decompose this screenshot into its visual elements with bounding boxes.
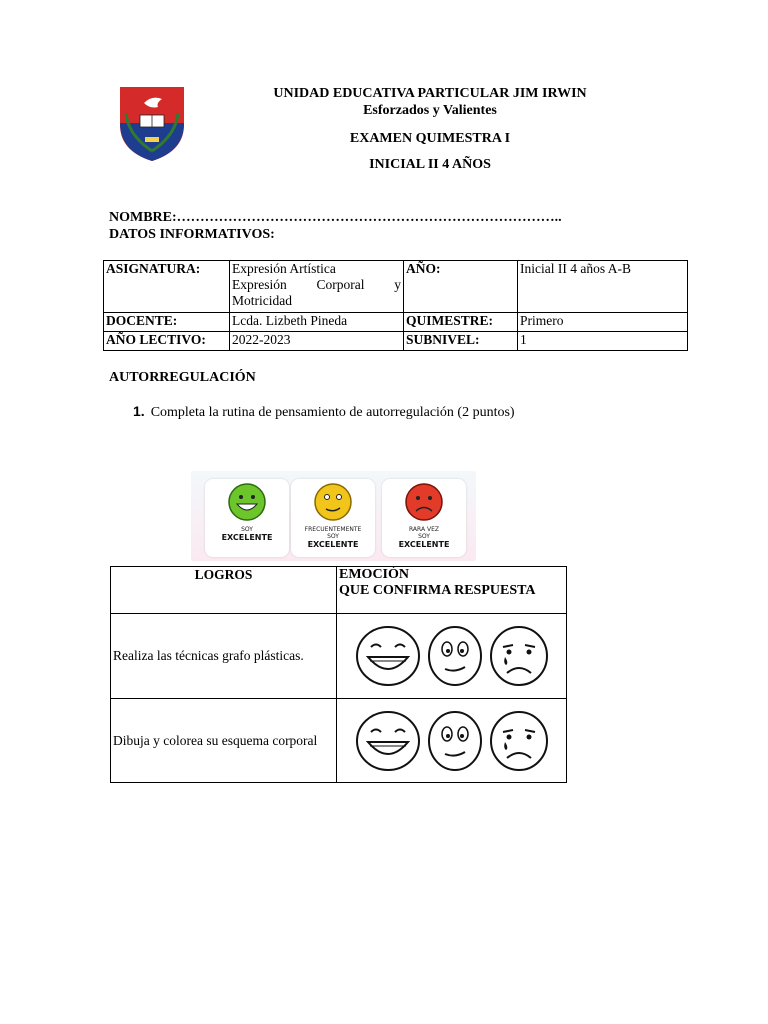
asignatura-label: ASIGNATURA: xyxy=(104,261,230,313)
anio-label: AÑO: xyxy=(404,261,518,313)
card-2-big: EXCELENTE xyxy=(307,540,359,549)
card-frequently xyxy=(291,479,375,557)
section-title: AUTORREGULACIÓN xyxy=(109,370,256,385)
info-table xyxy=(103,260,688,351)
col-emocion xyxy=(337,567,567,614)
question-text: Completa la rutina de pensamiento de autorregulación (2 puntos) xyxy=(150,405,515,420)
happy-face-icon xyxy=(355,710,421,772)
exam-title: EXAMEN QUIMESTRA I xyxy=(349,131,511,146)
anio-value: Inicial II 4 años A-B xyxy=(518,261,688,313)
sad-face-icon xyxy=(489,710,549,772)
table-row xyxy=(111,614,567,699)
sad-face-icon xyxy=(489,625,549,687)
emotion-banner xyxy=(191,471,476,561)
docente-label: DOCENTE: xyxy=(104,313,230,332)
row-2-text: Dibuja y colorea su esquema corporal xyxy=(111,699,337,783)
col-emocion-line1: EMOCIÓN xyxy=(339,567,409,582)
quimestre-label: QUIMESTRE: xyxy=(404,313,518,332)
exam-level: INICIAL II 4 AÑOS xyxy=(369,157,491,172)
subnivel-value: 1 xyxy=(518,332,688,351)
col-logros: LOGROS xyxy=(111,567,337,614)
card-2-small-2: SOY xyxy=(327,533,339,540)
yellow-face-icon xyxy=(313,482,353,522)
school-logo xyxy=(116,85,188,163)
asignatura-value-1: Expresión Artística xyxy=(232,261,336,276)
card-rarely xyxy=(382,479,466,557)
name-label: NOMBRE:……………………………………………………………………….. xyxy=(109,210,562,225)
row-1-faces xyxy=(337,614,567,699)
row-2-faces xyxy=(337,699,567,783)
red-sad-icon xyxy=(404,482,444,522)
lectivo-value: 2022-2023 xyxy=(230,332,404,351)
question-number: 1. xyxy=(133,403,145,419)
quimestre-value: Primero xyxy=(518,313,688,332)
emotion-table xyxy=(110,566,567,783)
card-2-small-1: FRECUENTEMENTE xyxy=(304,526,362,533)
table-row xyxy=(111,699,567,783)
row-1-text: Realiza las técnicas grafo plásticas. xyxy=(111,614,337,699)
neutral-face-icon xyxy=(427,625,483,687)
green-smile-icon xyxy=(227,482,267,522)
card-3-big: EXCELENTE xyxy=(398,540,450,549)
school-name: UNIDAD EDUCATIVA PARTICULAR JIM IRWIN xyxy=(273,86,587,101)
docente-value: Lcda. Lizbeth Pineda xyxy=(230,313,404,332)
question-1 xyxy=(133,403,515,421)
card-3-small-2: SOY xyxy=(418,533,430,540)
subnivel-label: SUBNIVEL: xyxy=(404,332,518,351)
lectivo-label: AÑO LECTIVO: xyxy=(104,332,230,351)
neutral-face-icon xyxy=(427,710,483,772)
data-label: DATOS INFORMATIVOS: xyxy=(109,227,275,242)
school-motto: Esforzados y Valientes xyxy=(363,103,497,118)
card-1-big: EXCELENTE xyxy=(221,533,273,542)
asignatura-value-2: Expresión Corporal y Motricidad xyxy=(232,277,401,308)
happy-face-icon xyxy=(355,625,421,687)
card-3-small-1: RARA VEZ xyxy=(409,526,439,533)
asignatura-value xyxy=(230,261,404,313)
card-excellent xyxy=(205,479,289,557)
card-1-small: SOY xyxy=(241,526,253,533)
col-emocion-line2: QUE CONFIRMA RESPUESTA xyxy=(339,583,536,598)
